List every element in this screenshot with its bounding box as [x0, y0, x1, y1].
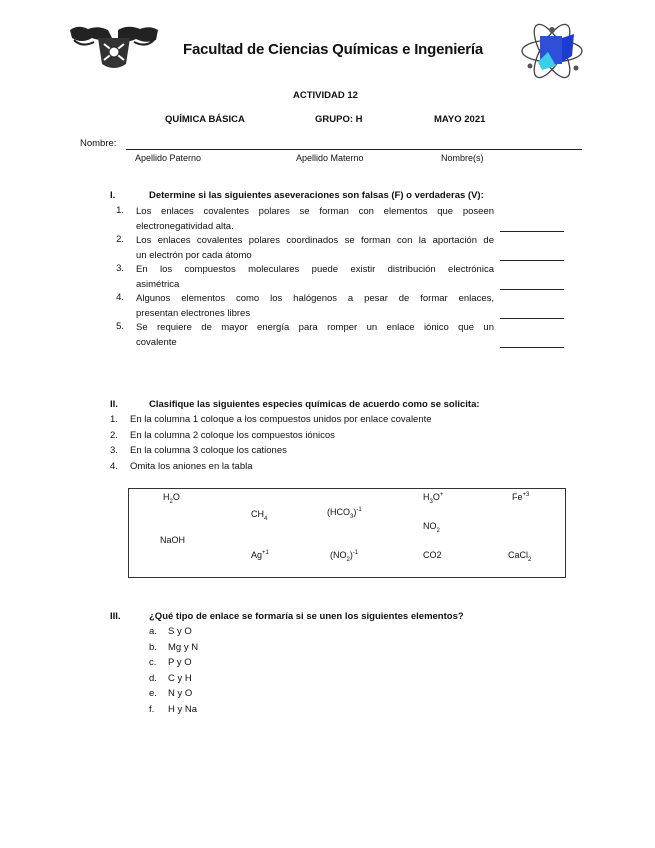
- species-no2: $NO_2$: [423, 521, 440, 534]
- list-item: 5. Se requiere de mayor energía para romper un enlace iónico que un covalente: [110, 321, 570, 350]
- section-2-list: [110, 414, 530, 476]
- answer-line[interactable]: [500, 318, 564, 319]
- list-item: 1. Los enlaces covalentes polares se forman con elementos que poseen electronegatividad alta.: [110, 205, 570, 234]
- list-item: a. S y O: [149, 626, 192, 637]
- species-h3o: $H_3O^+$: [423, 492, 444, 505]
- section-2-heading: Clasifique las siguientes especies químicas de acuerdo como se solicita:: [149, 399, 480, 410]
- section-1-heading: Determine si las siguientes aseveraciones son falsas (F) o verdaderas (V):: [149, 190, 484, 201]
- species-cacl2: CaCl$_2$: [508, 550, 532, 563]
- section-1-list: [110, 205, 570, 350]
- faculty-logo: [518, 22, 586, 80]
- answer-line[interactable]: [500, 289, 564, 290]
- answer-line[interactable]: [500, 231, 564, 232]
- species-naoh: NaOH: [160, 535, 186, 545]
- faculty-title: Facultad de Ciencias Químicas e Ingeniería: [183, 41, 484, 58]
- species-no2-ion: $(NO_2)^{-1}$: [330, 550, 359, 563]
- paternal-surname-label: Apellido Paterno: [135, 153, 202, 163]
- given-names-label: Nombre(s): [441, 153, 484, 163]
- answer-line[interactable]: [500, 260, 564, 261]
- species-table: [128, 488, 566, 578]
- group-label: GRUPO: H: [315, 114, 363, 125]
- university-logo: [68, 24, 160, 72]
- species-co2: CO2: [423, 550, 442, 560]
- list-item: f. H y Na: [149, 703, 198, 715]
- section-2-roman: II.: [110, 399, 118, 410]
- list-item: e. N y O: [149, 688, 193, 699]
- list-item: 1. En la columna 1 coloque a los compuestos unidos por enlace covalente: [110, 414, 432, 425]
- species-h2o: $H_2O$: [163, 492, 180, 505]
- maternal-surname-label: Apellido Materno: [296, 153, 364, 163]
- species-fe: $Fe^{+3}$: [512, 492, 530, 502]
- section-3-list: [149, 626, 349, 719]
- list-item: 3. En la columna 3 coloque los cationes: [110, 445, 287, 456]
- list-item: 4. Omita los aniones en la tabla: [110, 460, 253, 472]
- name-line: [126, 149, 582, 150]
- species-hco3: $(HCO_3)^{-1}$: [327, 507, 362, 520]
- section-1-roman: I.: [110, 190, 116, 201]
- list-item: c. P y O: [149, 657, 192, 668]
- date-label: MAYO 2021: [434, 114, 486, 125]
- list-item: 4. Algunos elementos como los halógenos a pesar de formar enlaces, presentan electrones libres: [110, 292, 570, 321]
- subject-label: QUÍMICA BÁSICA: [165, 114, 245, 125]
- list-item: 2. En la columna 2 coloque los compuestos iónicos: [110, 429, 335, 441]
- section-3-heading: ¿Qué tipo de enlace se formaría si se unen los siguientes elementos?: [149, 611, 464, 622]
- list-item: d. C y H: [149, 672, 192, 684]
- answer-line[interactable]: [500, 347, 564, 348]
- name-label: Nombre:: [80, 138, 117, 149]
- list-item: 2. Los enlaces covalentes polares coordinados se forman con la aportación de un electrón por cada átomo: [110, 234, 570, 263]
- list-item: b. Mg y N: [149, 641, 199, 653]
- section-3-roman: III.: [110, 611, 121, 622]
- activity-title: ACTIVIDAD 12: [293, 90, 358, 101]
- species-ch4: $CH_4$: [251, 509, 268, 522]
- list-item: 3. En los compuestos moleculares puede existir distribución electrónica asimétrica: [110, 263, 570, 292]
- species-ag: $Ag^{+1}$: [251, 550, 269, 560]
